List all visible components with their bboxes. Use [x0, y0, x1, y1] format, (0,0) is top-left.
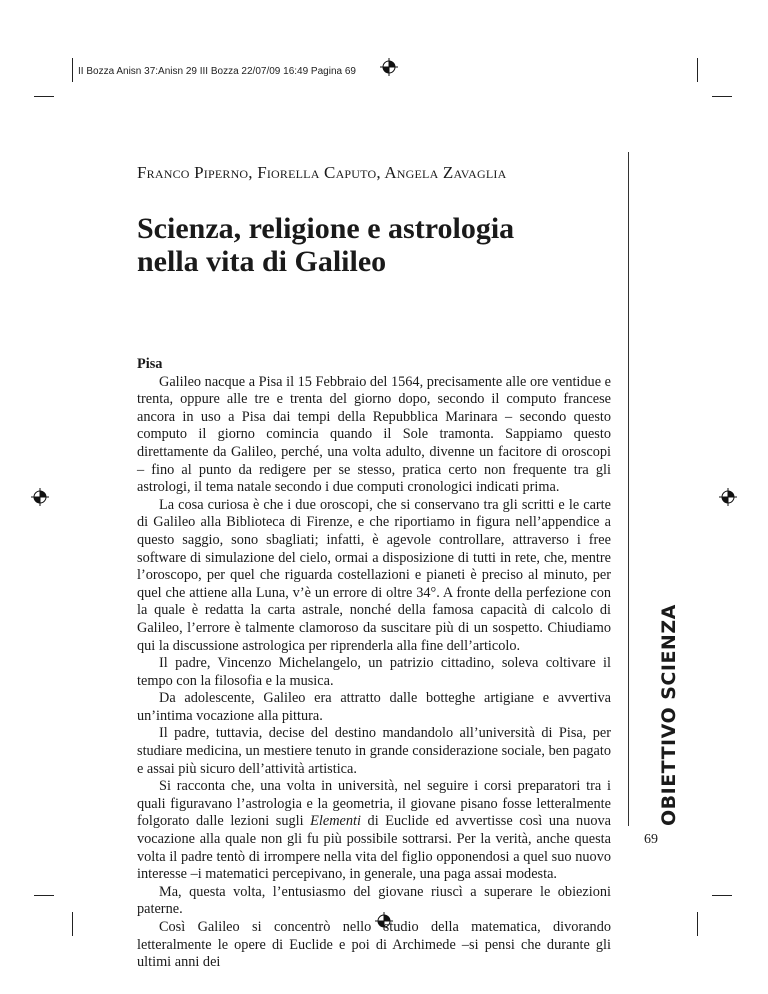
paragraph-text: di Euclide ed avvertisse così una nuova vocazione alla quale non gli fu più possibile sottrarsi. Per la verità, anche questa volta il padre tentò di irrompere nella vita del figlio opponendosi a quel suo nuovo interesse –i matematici percepivano, in generale, una paga assai modesta. — [137, 813, 611, 883]
registration-mark-icon — [31, 488, 49, 506]
paragraph — [137, 778, 611, 884]
paragraph-text: Si racconta che, una volta in università, nel seguire i corsi preparatori tra i quali figuravano l’astrologia e la geometria, il giovane pisano fosse letteralmente folgorato dalle lezioni sugli — [137, 778, 611, 830]
section-side-label: OBIETTIVO SCIENZA — [658, 604, 680, 826]
slug-text: II Bozza Anisn 37:Anisn 29 III Bozza 22/07/09 16:49 Pagina 69 — [78, 66, 356, 77]
authors-text: Franco Piperno, Fiorella Caputo, Angela Zavaglia — [137, 163, 507, 182]
crop-mark — [72, 912, 73, 936]
paragraph: Il padre, tuttavia, decise del destino mandandolo all’università di Pisa, per studiare medicina, un mestiere tenuto in grande considerazione sociale, ben pagato e assai più sicuro dell’attività artistica. — [137, 725, 611, 777]
crop-mark — [697, 912, 698, 936]
crop-mark — [697, 58, 698, 82]
article-body — [137, 356, 611, 972]
registration-mark-icon — [380, 58, 398, 76]
paragraph: Da adolescente, Galileo era attratto dalle botteghe artigiane e avvertiva un’intima vocazione alla pittura. — [137, 690, 611, 724]
paragraph: Il padre, Vincenzo Michelangelo, un patrizio cittadino, soleva coltivare il tempo con la filosofia e la musica. — [137, 655, 611, 689]
print-slug — [78, 66, 356, 77]
crop-mark — [712, 96, 732, 97]
paragraph: La cosa curiosa è che i due oroscopi, che si conservano tra gli scritti e le carte di Galileo alla Biblioteca di Firenze, e che riportiamo in figura nell’appendice a questo saggio, sono sbagliati; infatti, è agevole controllare, attraverso i free software di simulazione del cielo, ormai a disposizione di tutti in rete, che, mentre l’oroscopo, per quel che riguarda costellazioni e pianeti è preciso al minuto, per quel che attiene alla Luna, v’è un errore di oltre 34°. A fronte della perfezione con la quale è redatta la carta astrale, nonché della famosa capacità di calcolo di Galileo, l’errore è talmente clamoroso da suscitare più di un sospetto. Chiudiamo qui la discussione astrologica per riprenderla alla fine dell’articolo. — [137, 496, 611, 654]
paragraph: Ma, questa volta, l’entusiasmo del giovane riuscì a superare le obiezioni paterne. — [137, 883, 611, 918]
section-heading: Pisa — [137, 356, 163, 372]
registration-mark-icon — [719, 488, 737, 506]
paragraph: Galileo nacque a Pisa il 15 Febbraio del 1564, precisamente alle ore ventidue e trenta, oppure alle tre e trenta del giorno dopo, secondo il computo francese ancora in uso a Pisa dai tempi della Repubblica Marinara – secondo questo computo il giorno comincia quando il Sole tramonta. Sappiamo questo direttamente da Galileo, perché, una volta adulto, divenne un facitore di oroscopi – fino al punto da redigere per se stesso, pratica certo non frequente tra gli astrologi, il tema natale secondo i due computi cronologici indicati prima. — [137, 373, 611, 496]
crop-mark — [712, 895, 732, 896]
article-authors — [137, 163, 506, 183]
crop-mark — [34, 895, 54, 896]
crop-mark — [34, 96, 54, 97]
crop-mark — [72, 58, 73, 82]
vertical-rule — [628, 152, 629, 826]
article-title: Scienza, religione e astrologia nella vita di Galileo — [137, 212, 515, 278]
paragraph: Così Galileo si concentrò nello studio della matematica, divorando letteralmente le opere di Euclide e poi di Archimede –si pensi che durante gli ultimi anni dei — [137, 919, 611, 971]
page-number: 69 — [644, 832, 658, 847]
book-title: Elementi — [310, 813, 361, 830]
